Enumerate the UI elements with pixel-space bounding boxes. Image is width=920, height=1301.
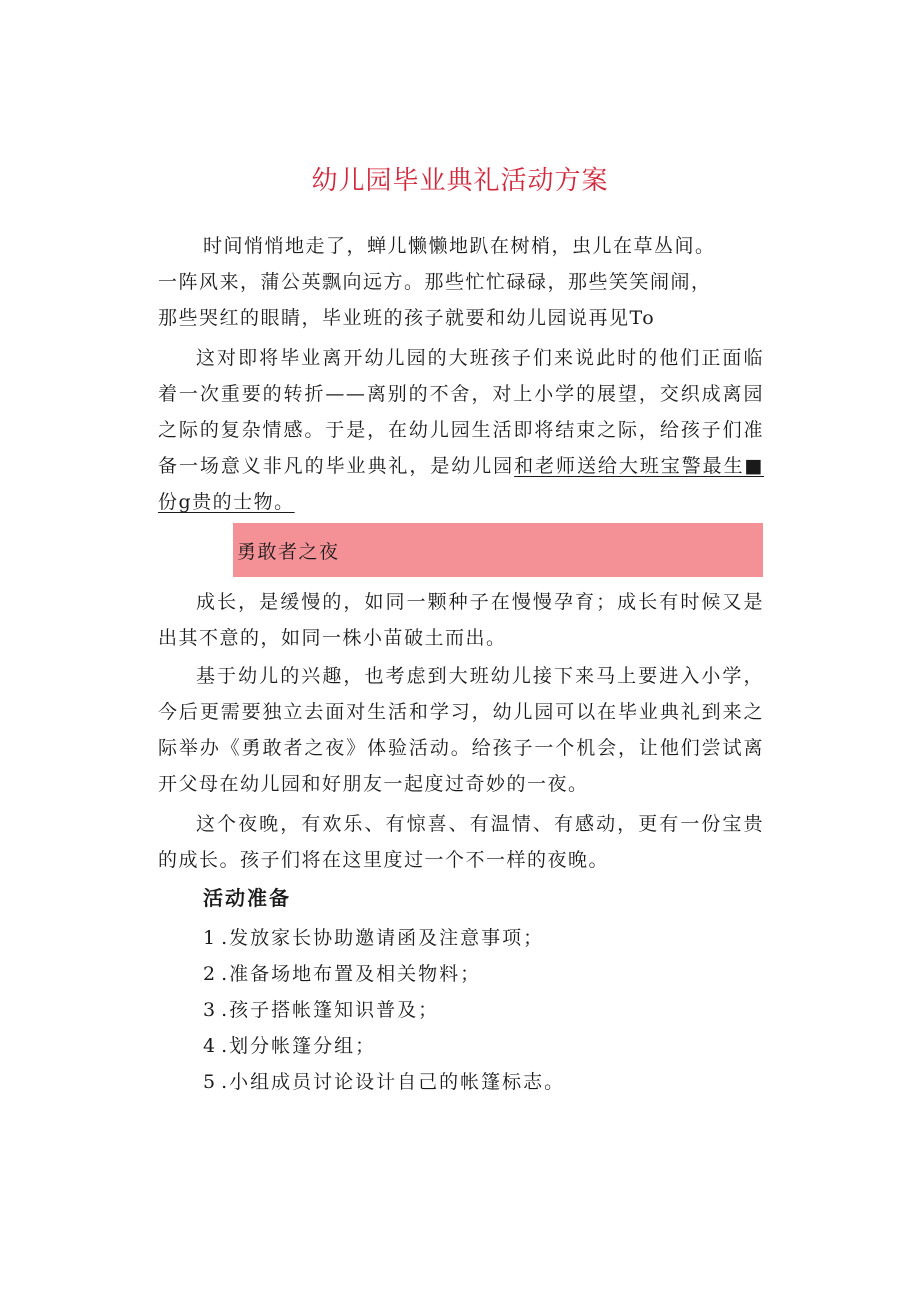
preparation-heading: 活动准备 [203, 886, 291, 910]
preparation-list [203, 920, 565, 1100]
paragraph-farewell-text: 这对即将毕业离开幼儿园的大班孩子们来说此时的他们正面临着一次重要的转折——离别的不舍，对上小学的展望，交织成离园之际的复杂情感。于是，在幼儿园生活即将结束之际，给孩子们准备一场意义非凡的毕业典礼，是幼儿园 [158, 347, 764, 477]
section-banner [233, 523, 763, 577]
document-title: 幼儿园毕业典礼活动方案 [311, 166, 609, 196]
paragraph-night: 这个夜晚，有欢乐、有惊喜、有温情、有感动，更有一份宝贵的成长。孩子们将在这里度过一个不一样的夜晚。 [158, 813, 764, 871]
list-item: 1 .发放家长协助邀请函及注意事项； [203, 927, 545, 949]
paragraph-growth: 成长，是缓慢的，如同一颗种子在慢慢孕育；成长有时候又是出其不意的，如同一株小苗破土而出。 [158, 591, 764, 649]
list-item: 5 .小组成员讨论设计自己的帐篷标志。 [203, 1071, 566, 1093]
paragraph-farewell-underlined: 和老师送给大班宝警最生■份g贵的士物。 [158, 455, 764, 513]
intro-line-1: 时间悄悄地走了，蝉儿懒懒地趴在树梢，虫儿在草丛间。 [203, 235, 716, 257]
paragraph-activity: 基于幼儿的兴趣，也考虑到大班幼儿接下来马上要进入小学，今后更需要独立去面对生活和学习，幼儿园可以在毕业典礼到来之际举办《勇敢者之夜》体验活动。给孩子一个机会，让他们尝试离开父母在幼儿园和好朋友一起度过奇妙的一夜。 [158, 665, 764, 795]
intro-line-3: 那些哭红的眼睛，毕业班的孩子就要和幼儿园说再见To [158, 307, 656, 329]
intro-paragraph [158, 228, 764, 336]
list-item: 3 .孩子搭帐篷知识普及； [203, 999, 440, 1021]
list-item: 4 .划分帐篷分组； [203, 1035, 377, 1057]
intro-line-2: 一阵风来，蒲公英飘向远方。那些忙忙碌碌，那些笑笑闹闹， [158, 271, 712, 293]
section-banner-label: 勇敢者之夜 [237, 541, 340, 563]
paragraph-farewell [158, 340, 764, 520]
list-item: 2 .准备场地布置及相关物料； [203, 963, 482, 985]
